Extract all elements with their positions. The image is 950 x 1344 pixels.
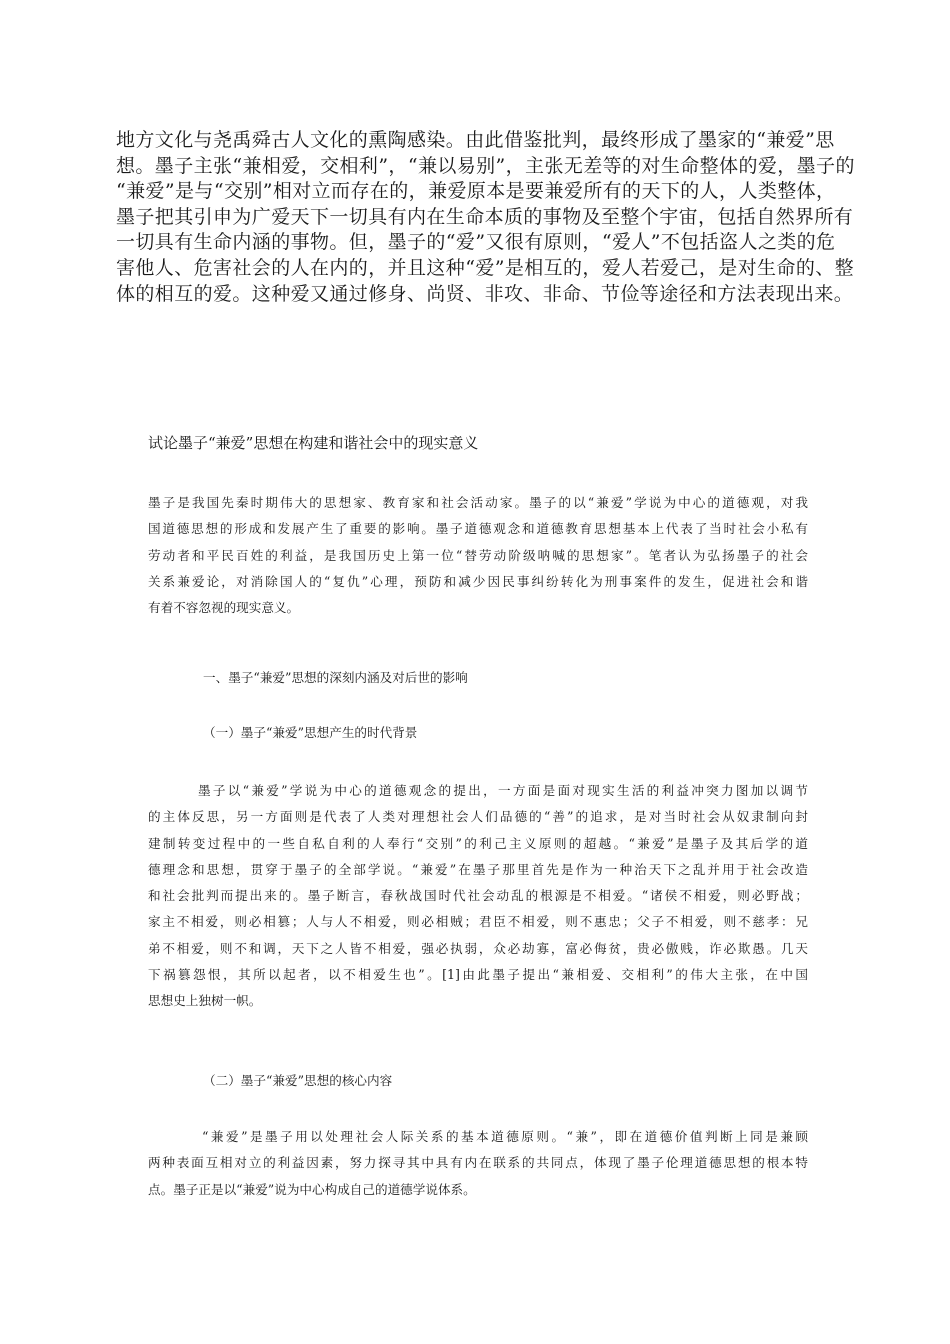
subsection1-paragraph	[148, 778, 808, 1015]
paragraph-line: 家主不相爱，则必相篡；人与人不相爱，则必相贼；君臣不相爱，则不惠忠；父子不相爱，则不慈孝：兄	[148, 914, 808, 930]
paragraph-line: 一切具有生命内涵的事物。但，墨子的“爱”又很有原则，“爱人”不包括盗人之类的危	[116, 231, 836, 254]
paragraph-line: 国道德思想的形成和发展产生了重要的影响。墨子道德观念和道德教育思想基本上代表了当时社会小私有	[148, 521, 808, 537]
paragraph-line: 墨子以“兼爱”学说为中心的道德观念的提出，一方面是面对现实生活的利益冲突力图加以调节	[198, 783, 808, 798]
paragraph-line: 的主体反思，另一方面则是代表了人类对理想社会人们品德的“善”的追求，是对当时社会从奴隶制向封	[148, 809, 808, 825]
paragraph-line: 思想史上独树一帜。	[148, 993, 262, 1009]
paragraph-line: 两种表面互相对立的利益因素，努力探寻其中具有内在联系的共同点，体现了墨子伦理道德思想的根本特	[148, 1155, 808, 1171]
subsection-heading: （一）墨子“兼爱”思想产生的时代背景	[203, 725, 418, 740]
subsection2-paragraph	[148, 1124, 808, 1203]
paragraph-line: 点。墨子正是以“兼爱”说为中心构成自己的道德学说体系。	[148, 1181, 476, 1197]
paragraph-line: 关系兼爱论，对消除国人的“复仇”心理，预防和减少因民事纠纷转化为刑事案件的发生，促进社会和谐	[148, 573, 808, 589]
paragraph-line: “兼爱”是墨子用以处理社会人际关系的基本道德原则。“兼”，即在道德价值判断上同是兼顾	[202, 1129, 808, 1144]
paragraph-line: 想。墨子主张“兼相爱，交相利”，“兼以易别”，主张无差等的对生命整体的爱，墨子的	[116, 154, 855, 177]
paragraph-line: 墨子是我国先秦时期伟大的思想家、教育家和社会活动家。墨子的以“兼爱”学说为中心的道德观，对我	[148, 495, 808, 510]
paragraph-line: 下祸篡怨恨，其所以起者，以不相爱生也”。[1]由此墨子提出“兼相爱、交相利”的伟大主张，在中国	[148, 967, 808, 983]
paragraph-line: 害他人、危害社会的人在内的，并且这种“爱”是相互的，爱人若爱己，是对生命的、整	[116, 256, 855, 279]
paragraph-line: 和社会批判而提出来的。墨子断言，春秋战国时代社会动乱的根源是不相爱。“诸侯不相爱，则必野战；	[148, 888, 808, 904]
section-heading: 一、墨子“兼爱”思想的深刻内涵及对后世的影响	[203, 670, 468, 685]
paragraph-line: 德理念和思想，贯穿于墨子的全部学说。“兼爱”在墨子那里首先是作为一种治天下之乱并用于社会改造	[148, 861, 808, 877]
paragraph-line: 墨子把其引申为广爱天下一切具有内在生命本质的事物及至整个宇宙，包括自然界所有	[116, 205, 854, 228]
paragraph-line: 有着不容忽视的现实意义。	[148, 600, 300, 616]
subsection-heading: （二）墨子“兼爱”思想的核心内容	[203, 1073, 393, 1088]
paragraph-line: “兼爱”是与“交别”相对立而存在的，兼爱原本是要兼爱所有的天下的人，人类整体，	[116, 180, 836, 203]
paragraph-line: 体的相互的爱。这种爱又通过修身、尚贤、非攻、非命、节俭等途径和方法表现出来。	[116, 282, 854, 305]
intro-paragraph	[148, 490, 808, 621]
paragraph-line: 建制转变过程中的一些自私自利的人奉行“交别”的利己主义原则的超越。“兼爱”是墨子及其后学的道	[148, 835, 808, 851]
paragraph-line: 弟不相爱，则不和调，天下之人皆不相爱，强必执弱，众必劫寡，富必侮贫，贵必傲贱，诈必欺愚。几天	[148, 940, 808, 956]
paragraph-line: 地方文化与尧禹舜古人文化的熏陶感染。由此借鉴批判，最终形成了墨家的“兼爱”思	[116, 129, 835, 151]
paragraph-line: 劳动者和平民百姓的利益，是我国历史上第一位“替劳动阶级呐喊的思想家”。笔者认为弘扬墨子的社会	[148, 547, 808, 563]
continued-paragraph	[116, 128, 855, 307]
article-title: 试论墨子“兼爱”思想在构建和谐社会中的现实意义	[148, 434, 479, 452]
